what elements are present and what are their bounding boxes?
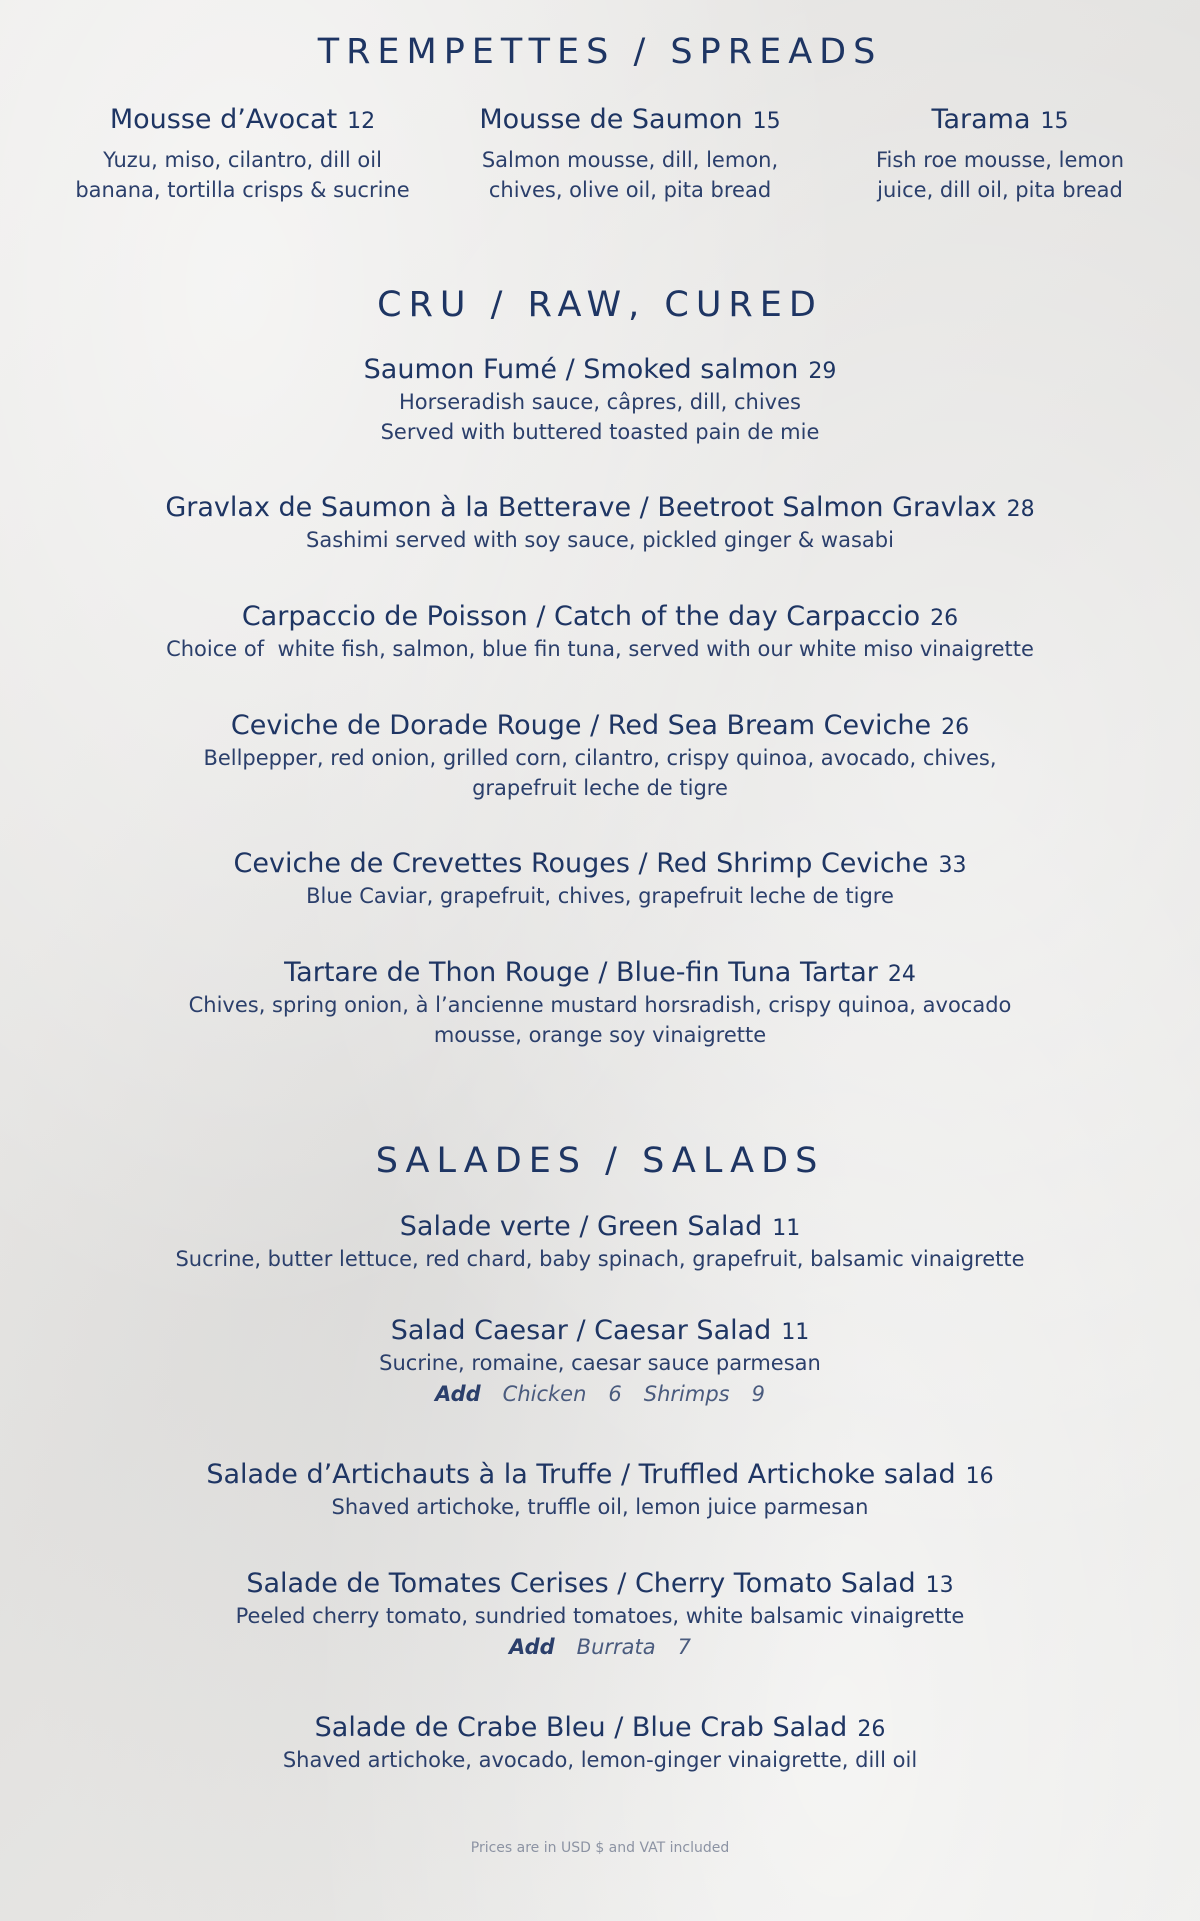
salad-item-cherry-tomato	[0, 1568, 1200, 1663]
salad-item-artichoke	[0, 1459, 1200, 1522]
spread-item-avocado	[40, 104, 445, 205]
raw-item-shrimp-ceviche	[0, 848, 1200, 911]
item-desc: mousse, orange soy vinaigrette	[433, 1023, 767, 1047]
price-footnote: Prices are in USD $ and VAT included	[470, 1840, 730, 1856]
item-price: 16	[965, 1464, 994, 1489]
item-desc: chives, olive oil, pita bread	[488, 178, 772, 202]
addon-option: Chicken	[502, 1382, 587, 1406]
item-desc: Peeled cherry tomato, sundried tomatoes, white balsamic vinaigrette	[235, 1604, 965, 1628]
item-name: Salade verte / Green Salad	[399, 1211, 763, 1242]
item-name: Ceviche de Dorade Rouge / Red Sea Bream Ceviche	[230, 710, 932, 741]
item-price: 15	[1040, 109, 1069, 134]
item-desc: Sucrine, romaine, caesar sauce parmesan	[379, 1351, 821, 1375]
item-price: 33	[938, 853, 967, 878]
addon-price: 6	[608, 1382, 622, 1406]
item-desc: Shaved artichoke, truffle oil, lemon juice parmesan	[331, 1495, 869, 1519]
item-price: 24	[887, 962, 916, 987]
item-desc: Served with buttered toasted pain de mie	[380, 420, 820, 444]
item-desc: grapefruit leche de tigre	[472, 776, 728, 800]
item-desc: Blue Caviar, grapefruit, chives, grapefruit leche de tigre	[306, 884, 894, 908]
salad-item-green	[0, 1211, 1200, 1274]
item-desc: banana, tortilla crisps & sucrine	[75, 178, 410, 202]
raw-item-carpaccio	[0, 601, 1200, 664]
salad-item-caesar	[0, 1315, 1200, 1410]
item-desc: juice, dill oil, pita bread	[877, 178, 1123, 202]
item-price: 29	[808, 359, 837, 384]
addon-price: 7	[677, 1635, 691, 1659]
item-price: 28	[1006, 497, 1035, 522]
item-name: Ceviche de Crevettes Rouges / Red Shrimp Ceviche	[233, 848, 929, 879]
item-desc: Sucrine, butter lettuce, red chard, baby spinach, grapefruit, balsamic vinaigrette	[175, 1247, 1025, 1271]
item-name: Salade de Tomates Cerises / Cherry Tomato Salad	[246, 1568, 916, 1599]
item-name: Saumon Fumé / Smoked salmon	[363, 354, 799, 385]
item-name: Mousse d’Avocat	[109, 104, 338, 135]
addon-option: Shrimps	[643, 1382, 730, 1406]
addon-row	[0, 1378, 1200, 1410]
item-price: 26	[941, 715, 970, 740]
item-desc: Fish roe mousse, lemon	[875, 148, 1125, 172]
item-name: Salade d’Artichauts à la Truffe / Truffled Artichoke salad	[206, 1459, 956, 1490]
item-desc: Choice of white fish, salmon, blue fin tuna, served with our white miso vinaigrette	[166, 637, 1034, 661]
addon-label: Add	[434, 1382, 481, 1406]
item-desc: Shaved artichoke, avocado, lemon-ginger vinaigrette, dill oil	[282, 1748, 918, 1772]
spread-item-saumon	[430, 104, 830, 205]
item-price: 11	[772, 1216, 801, 1241]
item-name: Carpaccio de Poisson / Catch of the day Carpaccio	[241, 601, 921, 632]
item-name: Tarama	[931, 104, 1031, 135]
item-desc: Bellpepper, red onion, grilled corn, cilantro, crispy quinoa, avocado, chives,	[203, 746, 997, 770]
item-price: 11	[781, 1320, 810, 1345]
section-title-salads: SALADES / SALADS	[375, 1141, 825, 1181]
item-name: Mousse de Saumon	[479, 104, 743, 135]
item-name: Gravlax de Saumon à la Betterave / Beetroot Salmon Gravlax	[165, 492, 997, 523]
item-desc: Yuzu, miso, cilantro, dill oil	[103, 148, 382, 172]
item-price: 26	[930, 606, 959, 631]
item-name: Salad Caesar / Caesar Salad	[390, 1315, 772, 1346]
section-title-spreads: TREMPETTES / SPREADS	[317, 32, 883, 72]
raw-item-dorade-ceviche	[0, 710, 1200, 803]
item-desc: Chives, spring onion, à l’ancienne mustard horsradish, crispy quinoa, avocado	[188, 993, 1012, 1017]
item-name: Tartare de Thon Rouge / Blue-fin Tuna Tartar	[284, 957, 878, 988]
raw-item-tuna-tartar	[0, 957, 1200, 1050]
item-desc: Salmon mousse, dill, lemon,	[481, 148, 779, 172]
spread-item-tarama	[820, 104, 1180, 205]
addon-row	[0, 1631, 1200, 1663]
item-price: 26	[857, 1717, 886, 1742]
addon-label: Add	[508, 1635, 555, 1659]
section-title-raw: CRU / RAW, CURED	[377, 285, 823, 325]
item-price: 12	[347, 109, 376, 134]
raw-item-gravlax	[0, 492, 1200, 555]
item-name: Salade de Crabe Bleu / Blue Crab Salad	[314, 1712, 848, 1743]
salad-item-blue-crab	[0, 1712, 1200, 1775]
item-price: 15	[752, 109, 781, 134]
item-price: 13	[925, 1573, 954, 1598]
item-desc: Horseradish sauce, câpres, dill, chives	[399, 390, 801, 414]
raw-item-smoked-salmon	[0, 354, 1200, 447]
addon-option: Burrata	[576, 1635, 656, 1659]
addon-price: 9	[751, 1382, 765, 1406]
item-desc: Sashimi served with soy sauce, pickled ginger & wasabi	[306, 528, 894, 552]
